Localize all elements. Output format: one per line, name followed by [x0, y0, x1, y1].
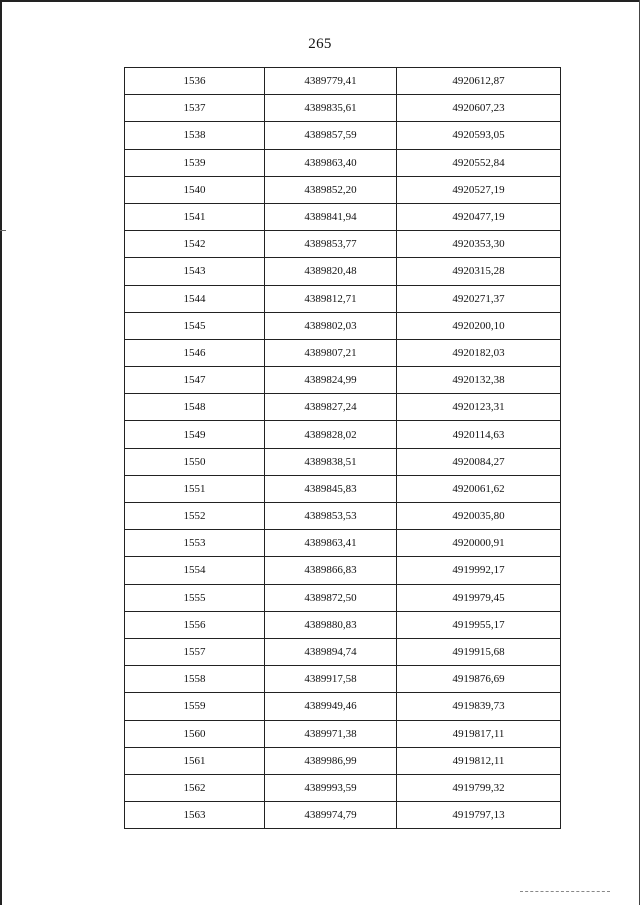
x-coordinate-cell: 4389917,58: [265, 666, 397, 693]
y-coordinate-cell: 4919992,17: [397, 557, 561, 584]
point-number-cell: 1549: [125, 421, 265, 448]
coordinates-table: [124, 67, 561, 829]
y-coordinate-cell: 4919979,45: [397, 584, 561, 611]
x-coordinate-cell: 4389838,51: [265, 448, 397, 475]
y-coordinate-cell: 4920607,23: [397, 95, 561, 122]
point-number-cell: 1556: [125, 611, 265, 638]
point-number-cell: 1542: [125, 231, 265, 258]
x-coordinate-cell: 4389820,48: [265, 258, 397, 285]
table-row: [125, 530, 561, 557]
x-coordinate-cell: 4389971,38: [265, 720, 397, 747]
point-number-cell: 1554: [125, 557, 265, 584]
point-number-cell: 1558: [125, 666, 265, 693]
point-number-cell: 1560: [125, 720, 265, 747]
table-row: [125, 176, 561, 203]
x-coordinate-cell: 4389779,41: [265, 68, 397, 95]
y-coordinate-cell: 4920477,19: [397, 203, 561, 230]
y-coordinate-cell: 4919876,69: [397, 666, 561, 693]
x-coordinate-cell: 4389835,61: [265, 95, 397, 122]
table-row: [125, 95, 561, 122]
y-coordinate-cell: 4920061,62: [397, 475, 561, 502]
x-coordinate-cell: 4389880,83: [265, 611, 397, 638]
table-row: [125, 231, 561, 258]
y-coordinate-cell: 4919812,11: [397, 747, 561, 774]
point-number-cell: 1551: [125, 475, 265, 502]
x-coordinate-cell: 4389812,71: [265, 285, 397, 312]
point-number-cell: 1543: [125, 258, 265, 285]
table-row: [125, 503, 561, 530]
table-row: [125, 584, 561, 611]
table-row: [125, 747, 561, 774]
table-row: [125, 339, 561, 366]
point-number-cell: 1553: [125, 530, 265, 557]
y-coordinate-cell: 4920123,31: [397, 394, 561, 421]
x-coordinate-cell: 4389827,24: [265, 394, 397, 421]
table-row: [125, 557, 561, 584]
y-coordinate-cell: 4920271,37: [397, 285, 561, 312]
point-number-cell: 1559: [125, 693, 265, 720]
x-coordinate-cell: 4389866,83: [265, 557, 397, 584]
point-number-cell: 1557: [125, 638, 265, 665]
y-coordinate-cell: 4920114,63: [397, 421, 561, 448]
table-row: [125, 68, 561, 95]
table-row: [125, 258, 561, 285]
point-number-cell: 1561: [125, 747, 265, 774]
y-coordinate-cell: 4920132,38: [397, 367, 561, 394]
x-coordinate-cell: 4389949,46: [265, 693, 397, 720]
y-coordinate-cell: 4920552,84: [397, 149, 561, 176]
point-number-cell: 1545: [125, 312, 265, 339]
x-coordinate-cell: 4389993,59: [265, 774, 397, 801]
page-number: 265: [308, 36, 332, 52]
table-row: [125, 149, 561, 176]
x-coordinate-cell: 4389853,77: [265, 231, 397, 258]
point-number-cell: 1555: [125, 584, 265, 611]
point-number-cell: 1548: [125, 394, 265, 421]
point-number-cell: 1541: [125, 203, 265, 230]
y-coordinate-cell: 4919799,32: [397, 774, 561, 801]
table-row: [125, 693, 561, 720]
y-coordinate-cell: 4920353,30: [397, 231, 561, 258]
table-row: [125, 774, 561, 801]
x-coordinate-cell: 4389807,21: [265, 339, 397, 366]
x-coordinate-cell: 4389857,59: [265, 122, 397, 149]
y-coordinate-cell: 4919955,17: [397, 611, 561, 638]
x-coordinate-cell: 4389853,53: [265, 503, 397, 530]
scan-mark: [0, 230, 6, 231]
point-number-cell: 1540: [125, 176, 265, 203]
table-row: [125, 312, 561, 339]
y-coordinate-cell: 4920612,87: [397, 68, 561, 95]
y-coordinate-cell: 4920315,28: [397, 258, 561, 285]
x-coordinate-cell: 4389802,03: [265, 312, 397, 339]
x-coordinate-cell: 4389852,20: [265, 176, 397, 203]
x-coordinate-cell: 4389845,83: [265, 475, 397, 502]
y-coordinate-cell: 4920084,27: [397, 448, 561, 475]
x-coordinate-cell: 4389986,99: [265, 747, 397, 774]
x-coordinate-cell: 4389974,79: [265, 802, 397, 829]
y-coordinate-cell: 4920200,10: [397, 312, 561, 339]
x-coordinate-cell: 4389828,02: [265, 421, 397, 448]
y-coordinate-cell: 4919915,68: [397, 638, 561, 665]
point-number-cell: 1550: [125, 448, 265, 475]
point-number-cell: 1539: [125, 149, 265, 176]
table-row: [125, 367, 561, 394]
y-coordinate-cell: 4920035,80: [397, 503, 561, 530]
table-row: [125, 475, 561, 502]
page-edge-top: [0, 0, 640, 2]
x-coordinate-cell: 4389863,40: [265, 149, 397, 176]
table-row: [125, 666, 561, 693]
table-row: [125, 394, 561, 421]
point-number-cell: 1536: [125, 68, 265, 95]
point-number-cell: 1552: [125, 503, 265, 530]
y-coordinate-cell: 4920527,19: [397, 176, 561, 203]
point-number-cell: 1547: [125, 367, 265, 394]
y-coordinate-cell: 4919817,11: [397, 720, 561, 747]
table-row: [125, 611, 561, 638]
y-coordinate-cell: 4920593,05: [397, 122, 561, 149]
table-row: [125, 421, 561, 448]
table-row: [125, 638, 561, 665]
x-coordinate-cell: 4389863,41: [265, 530, 397, 557]
point-number-cell: 1546: [125, 339, 265, 366]
point-number-cell: 1538: [125, 122, 265, 149]
y-coordinate-cell: 4920000,91: [397, 530, 561, 557]
y-coordinate-cell: 4920182,03: [397, 339, 561, 366]
y-coordinate-cell: 4919839,73: [397, 693, 561, 720]
scan-mark-bottom: [520, 891, 610, 893]
y-coordinate-cell: 4919797,13: [397, 802, 561, 829]
table-row: [125, 285, 561, 312]
coordinates-table-body: [125, 68, 561, 829]
table-row: [125, 122, 561, 149]
x-coordinate-cell: 4389824,99: [265, 367, 397, 394]
table-row: [125, 448, 561, 475]
page-edge-left: [0, 0, 2, 905]
point-number-cell: 1544: [125, 285, 265, 312]
x-coordinate-cell: 4389841,94: [265, 203, 397, 230]
table-row: [125, 203, 561, 230]
point-number-cell: 1562: [125, 774, 265, 801]
x-coordinate-cell: 4389872,50: [265, 584, 397, 611]
table-row: [125, 720, 561, 747]
point-number-cell: 1563: [125, 802, 265, 829]
x-coordinate-cell: 4389894,74: [265, 638, 397, 665]
table-row: [125, 802, 561, 829]
point-number-cell: 1537: [125, 95, 265, 122]
